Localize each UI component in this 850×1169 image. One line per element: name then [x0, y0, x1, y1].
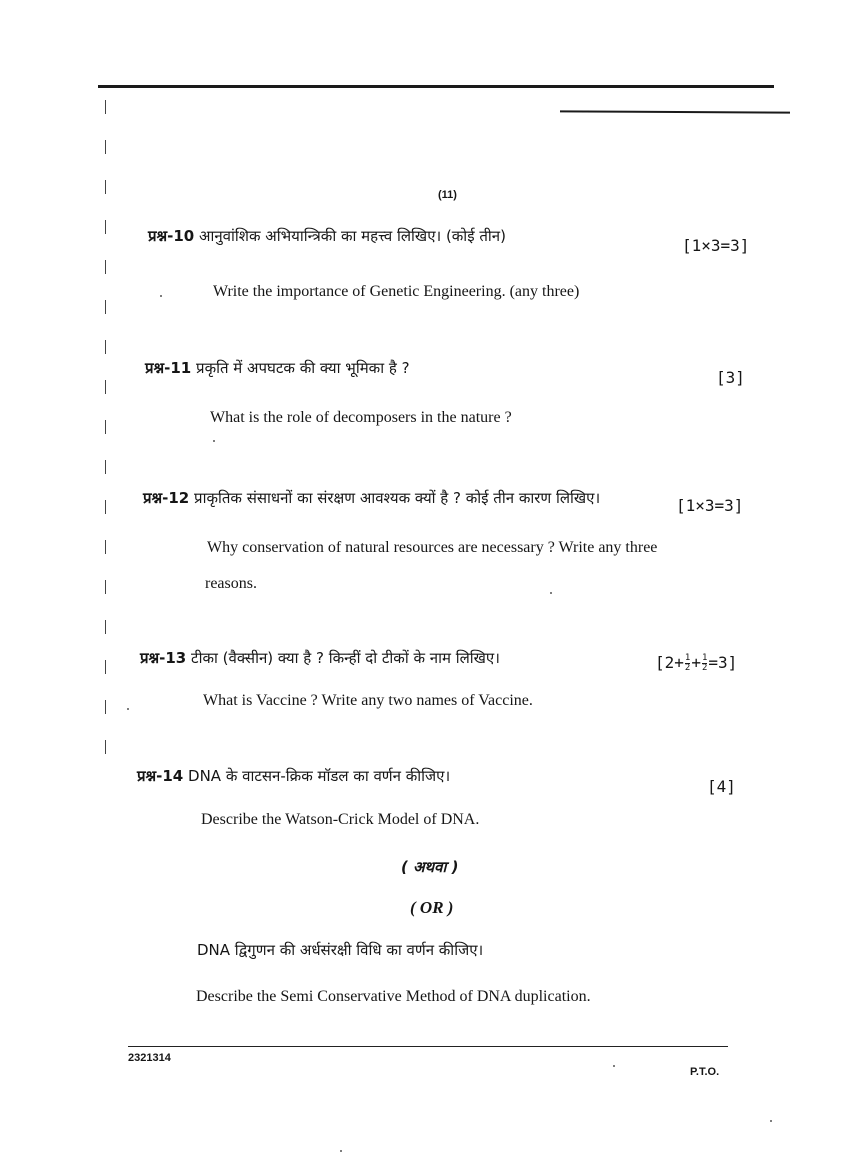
top-rule — [98, 85, 774, 88]
paper-code: 2321314 — [128, 1052, 171, 1064]
question-13-marks: [2+ $\frac{1}{2}$ + $\frac{1}{2}$ =3] — [655, 653, 738, 673]
question-13-label: प्रश्न-13 — [140, 649, 187, 667]
top-rule-secondary — [560, 110, 790, 113]
fraction-half: $\frac{1}{2}$ — [684, 653, 691, 673]
or-hindi: ( अथवा ) — [401, 858, 459, 876]
scan-speck — [770, 1120, 772, 1122]
scan-speck — [160, 295, 162, 297]
question-13-hindi — [140, 648, 500, 668]
scan-speck — [213, 440, 215, 442]
question-11-english: What is the role of decomposers in the nature ? — [210, 409, 512, 426]
question-11-marks: [3] — [716, 368, 745, 387]
question-14-text-hindi: DNA के वाटसन-क्रिक मॉडल का वर्णन कीजिए। — [188, 767, 451, 785]
question-12-text-hindi: प्राकृतिक संसाधनों का संरक्षण आवश्यक क्यों है ? कोई तीन कारण लिखिए। — [194, 489, 601, 507]
question-11-label: प्रश्न-11 — [145, 359, 192, 377]
page-number: (11) — [438, 189, 457, 201]
question-14-label: प्रश्न-14 — [137, 767, 184, 785]
scan-speck — [613, 1065, 615, 1067]
question-12-english-line-2: reasons. — [205, 575, 257, 592]
question-13-english: What is Vaccine ? Write any two names of Vaccine. — [203, 692, 533, 709]
question-12-english-line-1: Why conservation of natural resources are necessary ? Write any three — [207, 539, 658, 556]
scan-speck — [127, 708, 129, 710]
question-10-hindi — [148, 226, 506, 246]
question-11-text-hindi: प्रकृति में अपघटक की क्या भूमिका है ? — [196, 359, 410, 377]
alternative-hindi: DNA द्विगुणन की अर्धसंरक्षी विधि का वर्णन कीजिए। — [197, 941, 484, 959]
alternative-english: Describe the Semi Conservative Method of DNA duplication. — [196, 988, 591, 1005]
scan-speck — [340, 1150, 342, 1152]
question-10-english: Write the importance of Genetic Engineering. (any three) — [213, 283, 580, 300]
question-10-text-hindi: आनुवांशिक अभियान्त्रिकी का महत्त्व लिखिए। (कोई तीन) — [199, 227, 506, 245]
question-12-label: प्रश्न-12 — [143, 489, 190, 507]
question-10-label: प्रश्न-10 — [148, 227, 195, 245]
or-english: ( OR ) — [410, 898, 454, 917]
question-11-hindi — [145, 358, 410, 378]
margin-line — [105, 100, 106, 760]
question-14-marks: [4] — [707, 777, 736, 796]
question-12-hindi — [143, 488, 600, 508]
question-14-hindi — [137, 766, 450, 786]
fraction-half: $\frac{1}{2}$ — [701, 653, 708, 673]
question-12-marks: [1×3=3] — [676, 496, 744, 515]
scan-speck — [550, 592, 552, 594]
pto-label: P.T.O. — [690, 1066, 720, 1078]
question-13-text-hindi: टीका (वैक्सीन) क्या है ? किन्हीं दो टीकों के नाम लिखिए। — [191, 649, 500, 667]
bottom-rule — [128, 1046, 728, 1047]
question-10-marks: [1×3=3] — [682, 236, 750, 255]
question-14-english: Describe the Watson-Crick Model of DNA. — [201, 811, 480, 828]
